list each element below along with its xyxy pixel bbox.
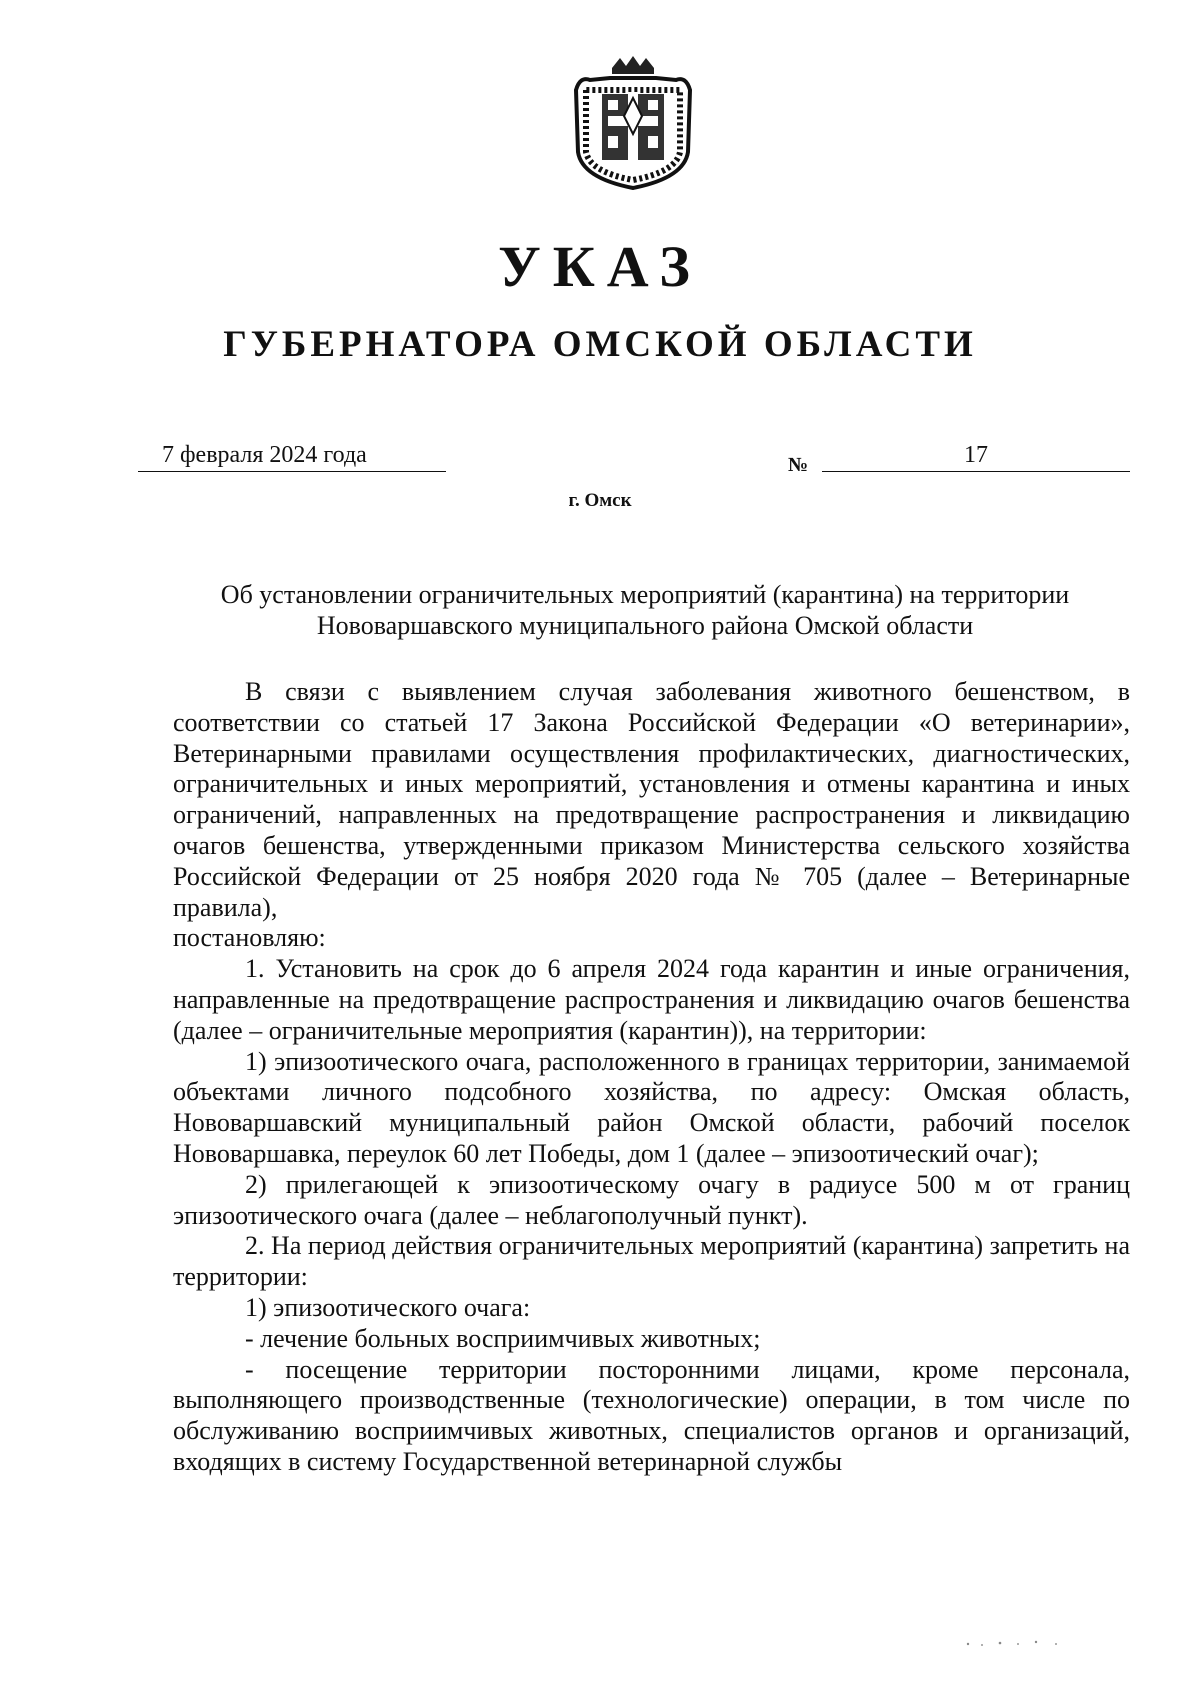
decree-date-field: [138, 440, 446, 472]
decree-subject: [150, 579, 1140, 641]
subject-line: Об установлении ограничительных мероприятий (карантина) на территории: [220, 580, 1070, 609]
scan-smudge: [960, 1636, 1070, 1650]
clause-1-item-1: 1) эпизоотического очага, расположенного в границах территории, занимаемой объектами личного подсобного хозяйства, по адресу: Омская область, Нововаршавский муниципальный район Омской области, рабочий поселок Нововаршавка, переулок 60 лет Победы, дом 1 (далее – эпизоотический очаг);: [173, 1046, 1130, 1168]
clause-2-item-1-b: - посещение территории посторонними лицами, кроме персонала, выполняющего производственные (технологические) операции, в том числе по обслуживанию восприимчивых животных, специалистов органов и организаций, входящих в систему Государственной ветеринарной службы: [173, 1354, 1130, 1476]
decree-number: 17: [964, 442, 988, 468]
clause-2-item-1-a: - лечение больных восприимчивых животных;: [245, 1323, 761, 1353]
clause-2: 2. На период действия ограничительных мероприятий (карантина) запретить на территории:: [173, 1231, 1130, 1292]
coat-of-arms-emblem: [572, 56, 694, 190]
clause-1: 1. Установить на срок до 6 апреля 2024 года карантин и иные ограничения, направленные на предотвращение распространения и ликвидацию очагов бешенства (далее – ограничительные мероприятия (карантин)), на территории:: [173, 954, 1130, 1045]
subject-line: Нововаршавского муниципального района Омской области: [316, 611, 974, 640]
clause-2-item-1: 1) эпизоотического очага:: [245, 1292, 531, 1322]
issue-city: г. Омск: [568, 490, 632, 511]
decree-number-field: [822, 440, 1130, 472]
decree-word: постановляю:: [173, 923, 326, 953]
number-sign: №: [788, 454, 809, 476]
decree-date: 7 февраля 2024 года: [162, 442, 367, 468]
document-issuer: ГУБЕРНАТОРА ОМСКОЙ ОБЛАСТИ: [223, 324, 977, 365]
decree-body: [173, 677, 1130, 1478]
clause-1-item-2: 2) прилегающей к эпизоотическому очагу в радиусе 500 м от границ эпизоотического очага (далее – неблагополучный пункт).: [173, 1169, 1130, 1230]
preamble-paragraph: В связи с выявлением случая заболевания животного бешенством, в соответствии со статьей 17 Закона Российской Федерации «О ветеринарии», Ветеринарными правилами осуществления профилактических, диагностических, ограничительных и иных мероприятий, установления и отмены карантина и иных ограничений, направленных на предотвращение распространения и ликвидацию очагов бешенства, утвержденными приказом Министерства сельского хозяйства Российской Федерации от 25 ноября 2020 года № 705 (далее – Ветеринарные правила),: [173, 677, 1130, 922]
document-title: УКАЗ: [498, 234, 702, 299]
